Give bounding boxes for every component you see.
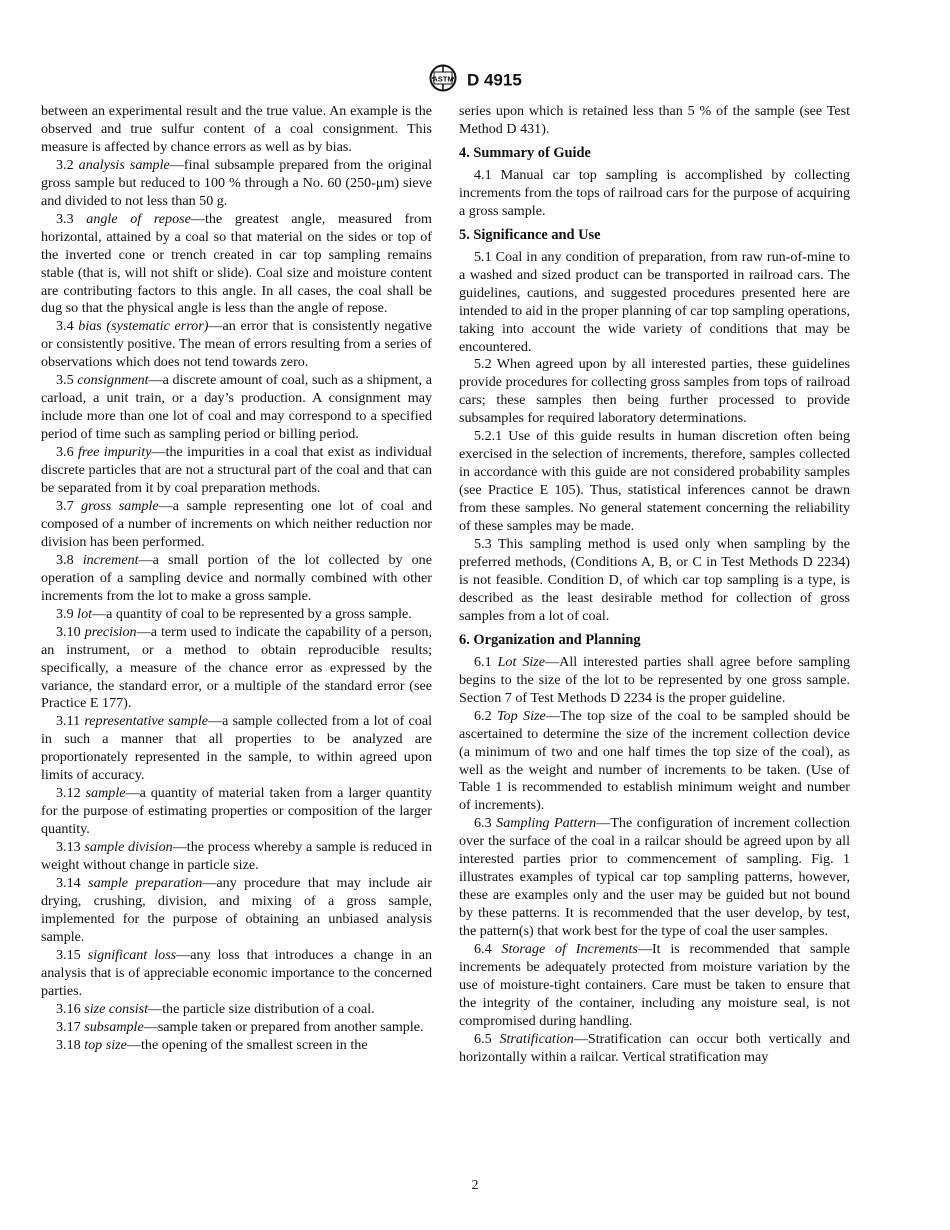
- section-heading-5: 5. Significance and Use: [459, 226, 601, 243]
- definition-3-12: 3.12 sample—a quantity of material taken from a larger quantity for the purpose of estimating properties or composition of the larger quantity.: [41, 785, 432, 838]
- paragraph-5-1: 5.1 Coal in any condition of preparation, from raw run-of-mine to a washed and sized product can be transported in railroad cars. The guidelines, cautions, and suggested procedures presented here are intended to aid in the proper planning of car top sampling operations, taking into account the wide variety of conditions that may be encountered.: [459, 248, 850, 355]
- definition-3-3: 3.3 angle of repose—the greatest angle, measured from horizontal, attained by a coal so that material on the sides or top of the inverted cone or trench created in car top sampling remains stable (that is, will not shift or slide). Coal size and moisture content are contributing factors to this angle. In all cases, the coal shall be dug so that the physical angle is less than the angle of repose.: [41, 210, 432, 317]
- definition-3-15: 3.15 significant loss—any loss that introduces a change in an analysis that is of appreciable economic importance to the concerned parties.: [41, 946, 432, 999]
- paragraph-6-5: 6.5 Stratification—Stratification can occur both vertically and horizontally within a railcar. Vertical stratification may: [459, 1030, 850, 1065]
- definition-3-4: 3.4 bias (systematic error)—an error that is consistently negative or consistently positive. The mean of errors resulting from a series of observations which does not tend towards zero.: [41, 318, 433, 371]
- paragraph-4-1: 4.1 Manual car top sampling is accomplished by collecting increments from the tops of railroad cars for the purpose of acquiring a gross sample.: [459, 166, 850, 219]
- astm-logo-icon: [428, 64, 458, 97]
- section-heading-6: 6. Organization and Planning: [459, 631, 641, 648]
- definition-3-10: 3.10 precision—a term used to indicate the capability of a person, an instrument, or a method to obtain reproducible results; specifically, a measure of the chance error as expressed by the variance, the standard error, or a multiple of the standard error (see Practice E 177).: [41, 623, 432, 712]
- paragraph-6-2: 6.2 Top Size—The top size of the coal to be sampled should be ascertained to determine the size of the increment collection device (a minimum of two and one half times the top size of the coal), as well as the weight and number of increments to be taken. (Use of Table 1 is recommended to establish minimum weight and number of increments).: [459, 707, 850, 814]
- paragraph-6-1: 6.1 Lot Size—All interested parties shall agree before sampling begins to the size of the lot to be represented by one gross sample. Section 7 of Test Methods D 2234 is the proper guideline.: [459, 653, 851, 706]
- paragraph-5-2: 5.2 When agreed upon by all interested parties, these guidelines provide procedures for collecting gross samples from tops of railroad cars; these samples then being further processed to provide subsamples for required laboratory determinations.: [459, 356, 850, 427]
- definition-3-16: 3.16 size consist—the particle size distribution of a coal.: [56, 1000, 375, 1017]
- definition-3-8: 3.8 increment—a small portion of the lot collected by one operation of a sampling device and normally combined with other increments from the lot to make a gross sample.: [41, 551, 432, 604]
- definition-3-11: 3.11 representative sample—a sample collected from a lot of coal in such a manner that all properties to be analyzed are proportionately represented in the sample, to within agreed upon limits of accuracy.: [41, 713, 433, 784]
- section-heading-4: 4. Summary of Guide: [459, 144, 591, 161]
- paragraph-6-4: 6.4 Storage of Increments—It is recommended that sample increments be adequately protected from moisture variation by the use of moisture-tight containers. Care must be taken to ensure that the integrity of the container, including any moisture seal, is not compromised during handling.: [459, 941, 850, 1029]
- paragraph: between an experimental result and the true value. An example is the observed and true sulfur content of a coal consignment. This measure is affected by chance errors as well as by bias.: [41, 103, 432, 155]
- paragraph-5-2-1: 5.2.1 Use of this guide results in human discretion often being exercised in the selection of increments, therefore, samples collected in accordance with this guide are not considered probability samples (see Practice E 105). Thus, statistical inferences cannot be drawn from these samples. No general statement concerning the reliability of these samples may be made.: [459, 428, 850, 535]
- right-column: [459, 103, 850, 1067]
- definition-3-17: 3.17 subsample—sample taken or prepared from another sample.: [56, 1018, 424, 1035]
- definition-3-13: 3.13 sample division—the process whereby a sample is reduced in weight without change in particle size.: [41, 839, 432, 874]
- definition-3-6: 3.6 free impurity—the impurities in a coal that exist as individual discrete particles that are not a structural part of the coal and that can be separated from it by coal preparation methods.: [41, 444, 432, 497]
- page-number: 2: [471, 1178, 479, 1193]
- definition-3-18: 3.18 top size—the opening of the smallest screen in the: [56, 1036, 368, 1053]
- definition-3-2: 3.2 analysis sample—final subsample prepared from the original gross sample but reduced to 100 % through a No. 60 (250-μm) sieve and divided to not less than 50 g.: [41, 156, 432, 209]
- page-header: [0, 64, 950, 97]
- standard-designation: D 4915: [466, 70, 522, 90]
- definition-3-9: 3.9 lot—a quantity of coal to be represented by a gross sample.: [56, 605, 412, 622]
- left-column: [41, 103, 432, 1055]
- definition-3-5: 3.5 consignment—a discrete amount of coal, such as a shipment, a carload, a unit train, or a day’s production. A consignment may include more than one lot of coal and may correspond to a specified period of time such as sampling period or billing period.: [41, 372, 432, 443]
- paragraph-5-3: 5.3 This sampling method is used only when sampling by the preferred methods, (Conditions A, B, or C in Test Methods D 2234) is not feasible. Condition D, of which car top sampling is a type, is described as the least desirable method for collection of gross samples from a lot of coal.: [459, 536, 850, 624]
- svg-text:ASTM: ASTM: [432, 74, 454, 84]
- definition-3-7: 3.7 gross sample—a sample representing one lot of coal and composed of a number of increments on which neither reduction nor division has been performed.: [41, 497, 432, 550]
- definition-3-14: 3.14 sample preparation—any procedure that may include air drying, crushing, division, and mixing of a gross sample, implemented for the purpose of obtaining an unbiased analysis sample.: [41, 874, 432, 945]
- paragraph-6-3: 6.3 Sampling Pattern—The configuration of increment collection over the surface of the coal in a railcar should be agreed upon by all interested parties prior to commencement of sampling. Fig. 1 illustrates examples of typical car top sampling patterns, however, these are examples only and the user may be guided but not bound by these patterns. It is recommended that the user develop, by test, the pattern(s) that work best for the type of coal the user samples.: [459, 815, 850, 940]
- paragraph: series upon which is retained less than 5 % of the sample (see Test Method D 431).: [459, 103, 850, 137]
